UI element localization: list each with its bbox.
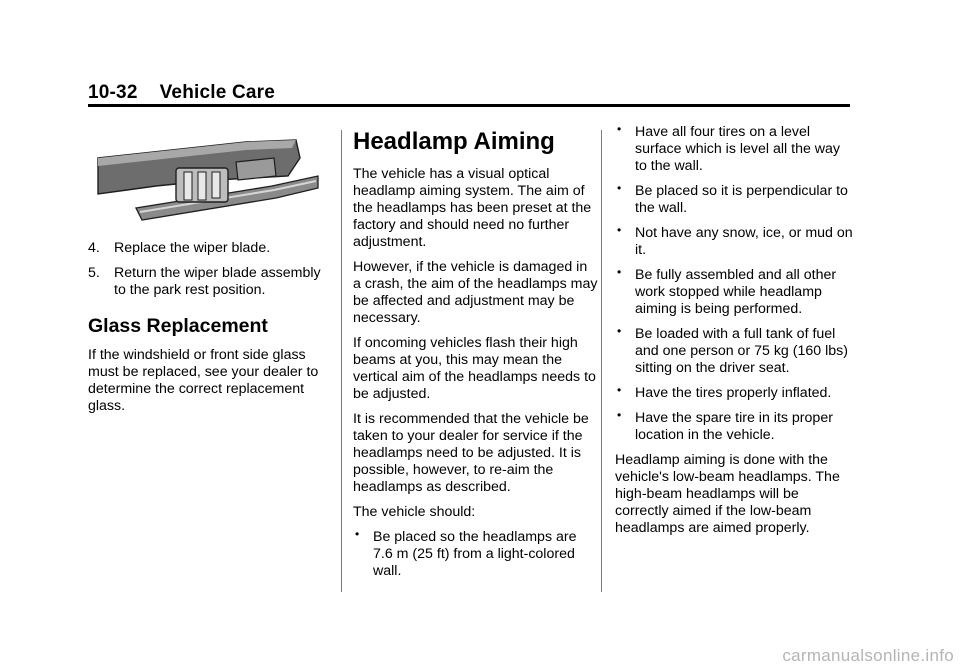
bullet-icon: • bbox=[617, 223, 622, 237]
step-text: Return the wiper blade assembly to the park rest position. bbox=[114, 265, 321, 298]
glass-replacement-heading: Glass Replacement bbox=[88, 315, 268, 337]
wiper-blade-assembly-illustration-icon bbox=[96, 136, 322, 226]
glass-replacement-text: If the windshield or front side glass must be replaced, see your dealer to determine the correct replacement glass. bbox=[88, 347, 319, 414]
column-3 bbox=[615, 124, 855, 545]
step-number: 5. bbox=[88, 265, 100, 281]
list-item: • Not have any snow, ice, or mud on it. bbox=[617, 223, 853, 258]
list-item: • Be placed so the headlamps are 7.6 m (25 ft) from a light-colored wall. bbox=[355, 527, 577, 579]
paragraph: If oncoming vehicles flash their high beams at you, this may mean the vertical aim of the headlamps needs to be adjusted. bbox=[353, 335, 596, 402]
step-5 bbox=[88, 265, 328, 299]
step-number: 4. bbox=[88, 240, 100, 256]
low-beam-note: Headlamp aiming is done with the vehicle's low-beam headlamps. The high-beam headlamps will be correctly aimed if the low-beam headlamps are aimed properly. bbox=[615, 452, 840, 536]
paragraph: The vehicle has a visual optical headlamp aiming system. The aim of the headlamps has been preset at the factory and should need no further adjustment. bbox=[353, 166, 592, 250]
column-divider-1 bbox=[341, 130, 342, 592]
bullet-icon: • bbox=[355, 527, 360, 541]
list-item: • Be fully assembled and all other work stopped while headlamp aiming is being performed. bbox=[617, 265, 837, 317]
step-4 bbox=[88, 240, 328, 257]
bullet-icon: • bbox=[617, 181, 622, 195]
paragraph: It is recommended that the vehicle be taken to your dealer for service if the headlamps need to be adjusted. It is possible, however, to re-aim the headlamps as described. bbox=[353, 411, 589, 495]
column-1 bbox=[88, 130, 328, 423]
list-item: • Have the tires properly inflated. bbox=[617, 383, 832, 401]
list-item: • Have the spare tire in its proper location in the vehicle. bbox=[617, 408, 833, 443]
list-item: • Be placed so it is perpendicular to the wall. bbox=[617, 181, 848, 216]
list-item: • Have all four tires on a level surface which is level all the way to the wall. bbox=[617, 122, 841, 174]
bullet-icon: • bbox=[617, 383, 622, 397]
page-header bbox=[88, 82, 275, 104]
step-text: Replace the wiper blade. bbox=[114, 240, 271, 256]
requirements-list-continued bbox=[615, 124, 855, 444]
bullet-icon: • bbox=[617, 324, 622, 338]
requirements-list bbox=[353, 529, 598, 580]
bullet-icon: • bbox=[617, 265, 622, 279]
paragraph: The vehicle should: bbox=[353, 504, 476, 520]
list-item: • Be loaded with a full tank of fuel and one person or 75 kg (160 lbs) sitting on the driver seat. bbox=[617, 324, 848, 376]
page-number: 10-32 bbox=[88, 82, 138, 103]
header-rule bbox=[88, 104, 850, 107]
column-divider-2 bbox=[601, 130, 602, 592]
bullet-icon: • bbox=[617, 408, 622, 422]
paragraph: However, if the vehicle is damaged in a crash, the aim of the headlamps may be affected and adjustment may be necessary. bbox=[353, 259, 598, 326]
column-2 bbox=[353, 128, 598, 588]
bullet-icon: • bbox=[617, 122, 622, 136]
watermark: carmanualsonline.info bbox=[782, 646, 954, 665]
section-title: Vehicle Care bbox=[159, 82, 276, 103]
headlamp-aiming-heading: Headlamp Aiming bbox=[353, 128, 555, 155]
